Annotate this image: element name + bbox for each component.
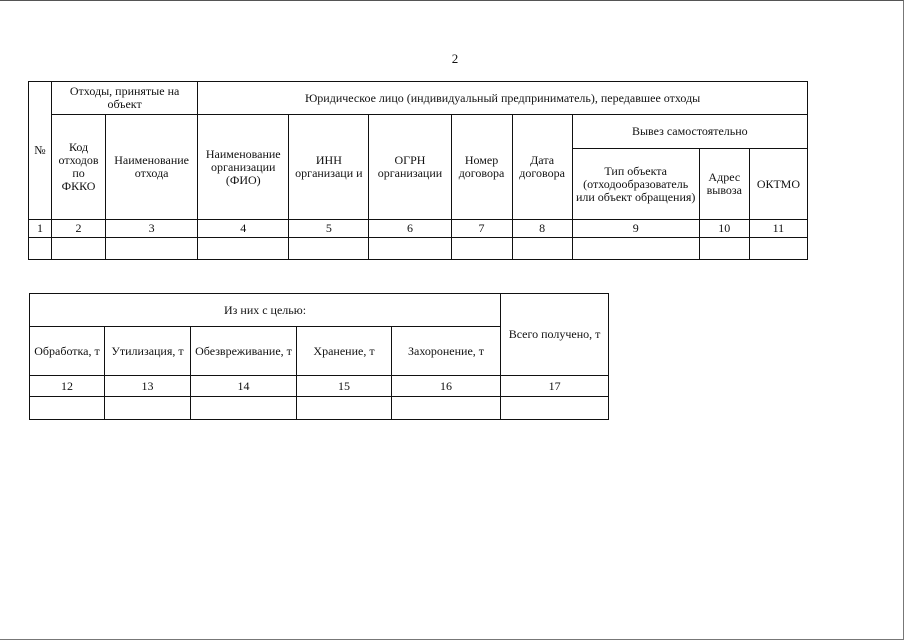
table-row [29,238,808,260]
column-number: 10 [699,220,749,238]
group-legal-entity-header: Юридическое лицо (индивидуальный предприниматель), передавшее отходы [198,82,808,115]
col-contract-date-header: Дата договора [512,115,572,220]
column-number: 1 [29,220,52,238]
col-ogrn-header: ОГРН организации [369,115,451,220]
col-oktmo-header: ОКТМО [749,149,807,220]
column-number: 3 [106,220,198,238]
column-number: 15 [297,376,392,397]
column-number: 7 [451,220,512,238]
empty-cell[interactable] [297,397,392,420]
col-burial-header: Захоронение, т [392,327,501,376]
column-numbers-row [30,376,609,397]
col-removal-address-header: Адрес вывоза [699,149,749,220]
column-number: 16 [392,376,501,397]
empty-cell[interactable] [501,397,609,420]
table-row [30,397,609,420]
column-number: 5 [289,220,369,238]
empty-cell[interactable] [105,397,191,420]
col-utilization-header: Утилизация, т [105,327,191,376]
column-number: 2 [52,220,106,238]
column-number: 11 [749,220,807,238]
col-processing-header: Обработка, т [30,327,105,376]
col-contract-number-header: Номер договора [451,115,512,220]
col-fkko-code-header: Код отходов по ФККО [52,115,106,220]
column-number: 17 [501,376,609,397]
empty-cell[interactable] [52,238,106,260]
empty-cell[interactable] [749,238,807,260]
empty-cell[interactable] [30,397,105,420]
col-org-name-header: Наименование организации (ФИО) [198,115,289,220]
column-numbers-row [29,220,808,238]
empty-cell[interactable] [198,238,289,260]
group-received-header: Отходы, принятые на объект [52,82,198,115]
empty-cell[interactable] [512,238,572,260]
waste-purpose-table [29,293,609,420]
column-number: 14 [191,376,297,397]
column-number: 4 [198,220,289,238]
col-storage-header: Хранение, т [297,327,392,376]
empty-cell[interactable] [699,238,749,260]
group-purpose-header: Из них с целью: [30,294,501,327]
empty-cell[interactable] [289,238,369,260]
col-inn-header: ИНН организаци и [289,115,369,220]
group-self-removal-header: Вывез самостоятельно [572,115,807,149]
empty-cell[interactable] [106,238,198,260]
col-neutralization-header: Обезвреживание, т [191,327,297,376]
empty-cell[interactable] [451,238,512,260]
col-waste-name-header: Наименование отхода [106,115,198,220]
column-number: 6 [369,220,451,238]
empty-cell[interactable] [29,238,52,260]
empty-cell[interactable] [392,397,501,420]
waste-received-table [28,81,808,260]
empty-cell[interactable] [572,238,699,260]
column-number: 9 [572,220,699,238]
empty-cell[interactable] [191,397,297,420]
col-number-header: № [29,82,52,220]
column-number: 13 [105,376,191,397]
col-total-received-header: Всего получено, т [501,294,609,376]
empty-cell[interactable] [369,238,451,260]
column-number: 12 [30,376,105,397]
column-number: 8 [512,220,572,238]
col-object-type-header: Тип объекта (отходообразователь или объект обращения) [572,149,699,220]
page-number: 2 [451,51,459,66]
